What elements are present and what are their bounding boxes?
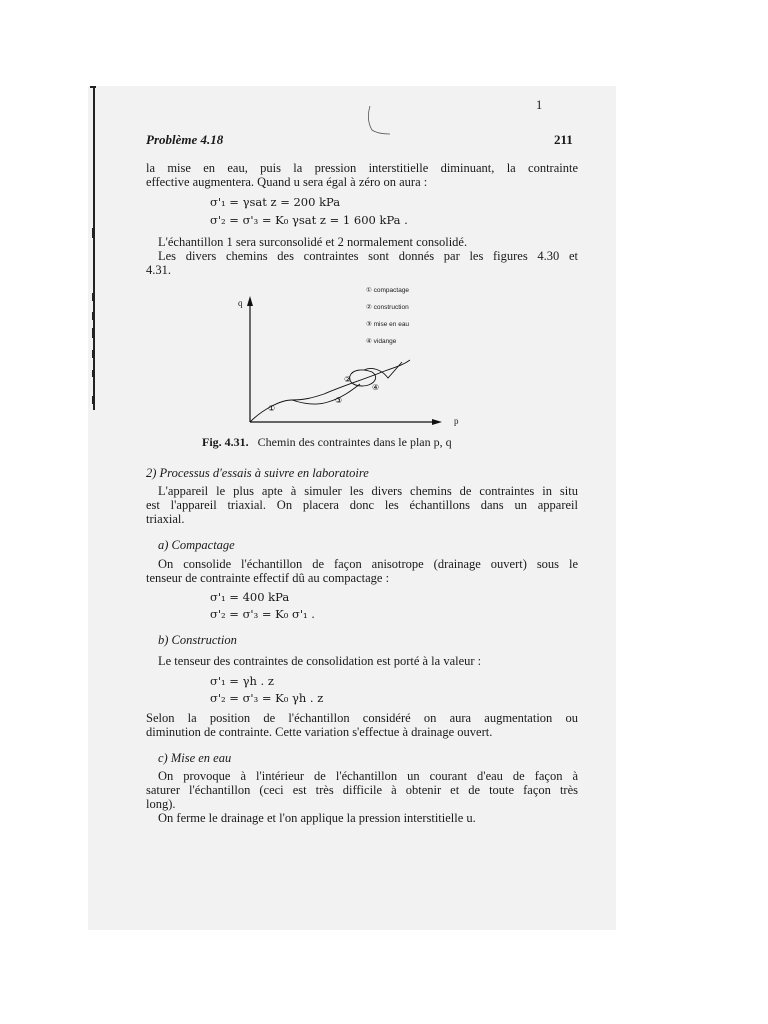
paragraph-line: L'appareil le plus apte à simuler les divers chemins de contraintes in situ <box>158 484 578 498</box>
q-axis-label: q <box>238 298 243 308</box>
stress-path-curve <box>292 384 360 404</box>
caption-label: Fig. 4.31. <box>202 435 249 449</box>
equation: σ'₁ = γh . z <box>210 674 274 688</box>
legend-num: ① <box>366 287 372 294</box>
legend-item <box>366 320 409 328</box>
section-heading: 2) Processus d'essais à suivre en laboratoire <box>146 466 369 480</box>
legend-label: vidange <box>373 338 397 345</box>
curve-marker: ① <box>268 404 276 413</box>
legend-label: construction <box>373 304 409 311</box>
legend-num: ③ <box>366 321 372 328</box>
paragraph-line: diminution de contrainte. Cette variation s'effectue à drainage ouvert. <box>146 725 493 739</box>
subsection-heading: a) Compactage <box>158 538 235 552</box>
subsection-heading: b) Construction <box>158 633 237 647</box>
curve-marker: ② <box>344 375 352 384</box>
subsection-heading: c) Mise en eau <box>158 751 232 765</box>
legend-num: ④ <box>366 338 372 345</box>
scan-mark <box>92 228 94 238</box>
legend-item <box>366 303 409 311</box>
scan-edge-line <box>93 86 95 410</box>
equation: σ'₂ = σ'₃ = K₀ σ'₁ . <box>210 607 315 621</box>
legend-item <box>366 337 396 345</box>
legend-label: mise en eau <box>373 321 410 328</box>
legend-num: ② <box>366 304 372 311</box>
paragraph-line: tenseur de contrainte effectif dû au compactage : <box>146 571 390 585</box>
paragraph-line: triaxial. <box>146 512 185 526</box>
paragraph-line: On ferme le drainage et l'on applique la pression interstitielle u. <box>158 811 476 825</box>
p-axis-arrow <box>432 419 442 425</box>
figure-caption <box>202 435 452 449</box>
scan-mark <box>92 293 94 301</box>
paragraph-line: On consolide l'échantillon de façon anisotrope (drainage ouvert) sous le <box>158 557 578 571</box>
scan-mark <box>92 328 94 338</box>
page-mark: 1 <box>536 98 543 112</box>
paragraph-line: 4.31. <box>146 263 171 277</box>
scan-scribble <box>360 104 400 138</box>
stress-path-figure <box>232 282 468 430</box>
equation: σ'₂ = σ'₃ = K₀ γsat z = 1 600 kPa . <box>210 213 408 227</box>
paragraph-line: Les divers chemins des contraintes sont donnés par les figures 4.30 et <box>158 249 578 263</box>
scan-mark <box>92 312 94 320</box>
curve-marker: ③ <box>335 396 343 405</box>
scan-mark <box>92 370 94 377</box>
scan-edge-tick <box>90 86 96 88</box>
equation: σ'₁ = 400 kPa <box>210 590 290 604</box>
caption-text: Chemin des contraintes dans le plan p, q <box>257 435 452 449</box>
paragraph-line: Le tenseur des contraintes de consolidation est porté à la valeur : <box>158 654 482 668</box>
paragraph-line: L'échantillon 1 sera surconsolidé et 2 normalement consolidé. <box>158 235 468 249</box>
paragraph-line: saturer l'échantillon (ceci est très difficile à obtenir et de toute façon très <box>146 783 578 797</box>
paragraph-line: effective augmentera. Quand u sera égal à zéro on aura : <box>146 175 428 189</box>
paragraph-line: est l'appareil triaxial. On placera donc les échantillons dans un appareil <box>146 498 578 512</box>
paragraph-line: la mise en eau, puis la pression interstitielle diminuant, la contrainte <box>146 161 578 175</box>
scan-mark <box>92 350 94 358</box>
q-axis-arrow <box>247 296 253 306</box>
stress-path-curve <box>364 362 402 378</box>
page-number: 211 <box>554 132 573 147</box>
scan-mark <box>92 396 94 404</box>
legend-label: compactage <box>373 287 410 294</box>
paragraph-line: long). <box>146 797 176 811</box>
equation: σ'₁ = γsat z = 200 kPa <box>210 195 341 209</box>
equation: σ'₂ = σ'₃ = K₀ γh . z <box>210 691 324 705</box>
curve-marker: ④ <box>372 383 380 392</box>
p-axis-label: p <box>454 416 459 426</box>
legend-item <box>366 286 409 294</box>
paragraph-line: Selon la position de l'échantillon considéré on aura augmentation ou <box>146 711 578 725</box>
paragraph-line: On provoque à l'intérieur de l'échantillon un courant d'eau de façon à <box>158 769 578 783</box>
page-title: Problème 4.18 <box>146 132 224 147</box>
